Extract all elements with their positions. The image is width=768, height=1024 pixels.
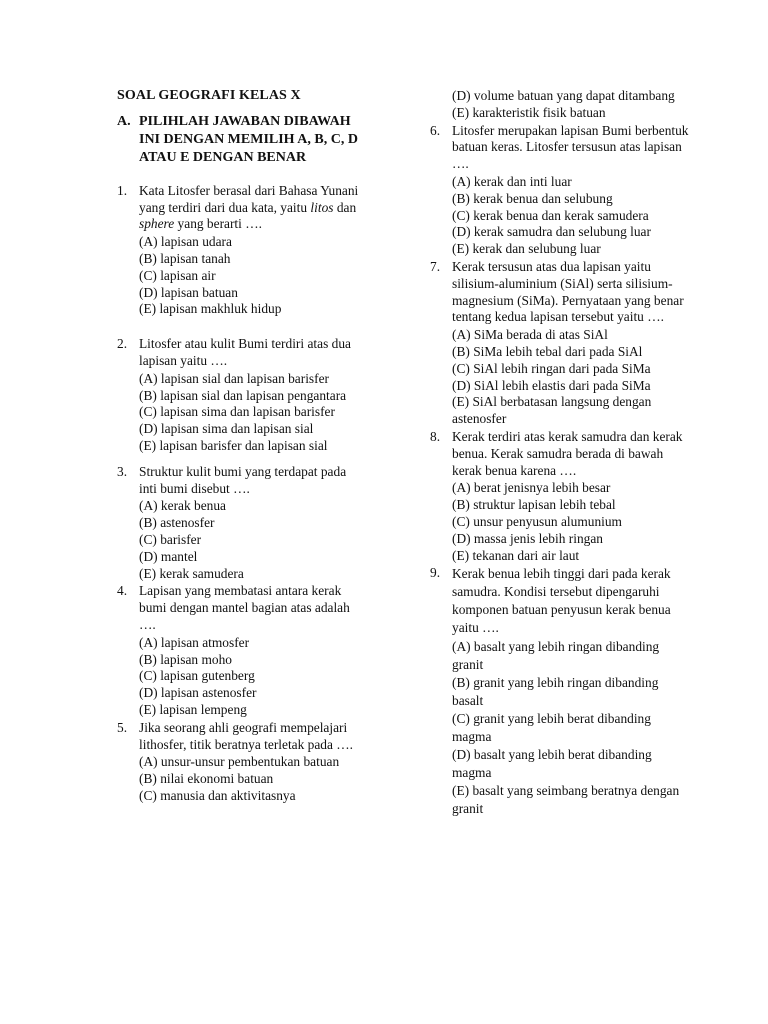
option-c: (C) kerak benua dan kerak samudera <box>452 207 649 223</box>
stem-italic: litos <box>310 199 334 215</box>
option-d: (D) mantel <box>139 548 198 564</box>
question-body <box>452 259 690 428</box>
right-column <box>430 88 690 818</box>
option-e: (E) lapisan lempeng <box>139 701 247 717</box>
question-body <box>452 565 690 818</box>
section-number: A. <box>117 113 131 129</box>
question-2 <box>117 336 367 455</box>
option-b: (B) kerak benua dan selubung <box>452 190 613 206</box>
option-a: (A) lapisan udara <box>139 234 232 250</box>
option-e: (E) tekanan dari air laut <box>452 547 580 563</box>
option-c: (C) lapisan air <box>139 267 216 283</box>
option-b: (B) lapisan tanah <box>139 250 231 266</box>
option-b: (B) struktur lapisan lebih tebal <box>452 497 616 513</box>
question-number: 2. <box>117 336 128 352</box>
option-a: (A) unsur-unsur pembentukan batuan <box>139 754 340 770</box>
question-7 <box>430 259 690 428</box>
question-stem: Jika seorang ahli geografi mempelajari lithosfer, titik beratnya terletak pada …. <box>139 719 354 752</box>
question-stem <box>139 183 367 233</box>
question-8 <box>430 429 690 564</box>
option-a: (A) SiMa berada di atas SiAl <box>452 327 608 343</box>
option-b: (B) SiMa lebih tebal dari pada SiAl <box>452 343 643 359</box>
question-body <box>139 720 367 805</box>
option-c: (C) unsur penyusun alumunium <box>452 513 622 529</box>
option-a: (A) basalt yang lebih ringan dibanding granit <box>452 639 660 673</box>
option-a: (A) lapisan sial dan lapisan barisfer <box>139 370 330 386</box>
question-stem: Litosfer atau kulit Bumi terdiri atas dua lapisan yaitu …. <box>139 336 351 368</box>
option-e: (E) SiAl berbatasan langsung dengan astenosfer <box>452 394 652 427</box>
question-body <box>452 123 690 258</box>
stem-italic: sphere <box>139 216 175 232</box>
option-a: (A) lapisan atmosfer <box>139 634 250 650</box>
question-number: 5. <box>117 719 128 735</box>
question-body <box>139 583 367 718</box>
option-c: (C) SiAl lebih ringan dari pada SiMa <box>452 360 651 376</box>
option-b: (B) nilai ekonomi batuan <box>139 771 274 787</box>
option-e: (E) lapisan barisfer dan lapisan sial <box>139 437 328 453</box>
option-d: (D) lapisan sima dan lapisan sial <box>139 421 314 437</box>
option-b: (B) astenosfer <box>139 515 215 531</box>
question-body <box>452 429 690 564</box>
option-c: (C) lapisan gutenberg <box>139 668 255 684</box>
question-body <box>139 183 367 318</box>
option-a: (A) berat jenisnya lebih besar <box>452 480 611 496</box>
question-4 <box>117 583 367 718</box>
stem-part: Kata Litosfer berasal dari Bahasa Yunani yang terdiri dari dua kata, yaitu <box>139 182 359 215</box>
option-d: (D) lapisan astenosfer <box>139 685 257 701</box>
option-d: (D) basalt yang lebih berat dibanding magma <box>452 747 652 781</box>
question-number: 9. <box>430 565 441 581</box>
option-c: (C) barisfer <box>139 531 202 547</box>
option-d: (D) SiAl lebih elastis dari pada SiMa <box>452 377 651 393</box>
option-d: (D) kerak samudra dan selubung luar <box>452 224 651 240</box>
option-a: (A) kerak dan inti luar <box>452 173 572 189</box>
question-stem: Lapisan yang membatasi antara kerak bumi dengan mantel bagian atas adalah …. <box>139 583 350 632</box>
stem-part: yang berarti …. <box>174 216 262 232</box>
question-9 <box>430 565 690 818</box>
option-c: (C) lapisan sima dan lapisan barisfer <box>139 404 335 420</box>
document-title: SOAL GEOGRAFI KELAS X <box>117 88 301 103</box>
question-1 <box>117 183 367 318</box>
option-d: (D) massa jenis lebih ringan <box>452 530 603 546</box>
question-stem: Kerak terdiri atas kerak samudra dan kerak benua. Kerak samudra berada di bawah kerak benua karena …. <box>452 428 683 478</box>
question-number: 1. <box>117 182 128 198</box>
question-body <box>139 336 367 455</box>
question-6 <box>430 123 690 258</box>
question-stem: Kerak benua lebih tinggi dari pada kerak samudra. Kondisi tersebut dipengaruhi komponen batuan penyusun kerak benua yaitu …. <box>452 566 671 636</box>
question-5 <box>117 720 367 805</box>
stem-part: dan <box>333 199 357 215</box>
option-b: (B) lapisan moho <box>139 651 232 667</box>
question-number: 8. <box>430 428 441 444</box>
option-a: (A) kerak benua <box>139 498 226 514</box>
option-b: (B) lapisan sial dan lapisan pengantara <box>139 387 347 403</box>
question-3 <box>117 464 367 583</box>
question-stem: Kerak tersusun atas dua lapisan yaitu silisium-aluminium (SiAl) serta silisium-magnesium (SiMa). Pernyataan yang benar tentang kedua lapisan tersebut yaitu …. <box>452 258 684 325</box>
option-e: (E) basalt yang seimbang beratnya dengan granit <box>452 783 680 817</box>
option-e: (E) kerak dan selubung luar <box>452 241 601 257</box>
option-c: (C) granit yang lebih berat dibanding magma <box>452 711 651 745</box>
question-stem: Litosfer merupakan lapisan Bumi berbentuk batuan keras. Litosfer tersusun atas lapisan …. <box>452 122 689 172</box>
option-e: (E) kerak samudera <box>139 565 244 581</box>
question-number: 4. <box>117 583 128 599</box>
option-b: (B) granit yang lebih ringan dibanding basalt <box>452 675 659 709</box>
option-e: (E) karakteristik fisik batuan <box>452 104 606 120</box>
question-number: 7. <box>430 258 441 274</box>
option-c: (C) manusia dan aktivitasnya <box>139 787 296 803</box>
section-heading <box>117 113 367 167</box>
option-d: (D) lapisan batuan <box>139 284 238 300</box>
option-d: (D) volume batuan yang dapat ditambang <box>452 88 675 103</box>
section-instruction: PILIHLAH JAWABAN DIBAWAH INI DENGAN MEMILIH A, B, C, D ATAU E DENGAN BENAR <box>139 113 358 165</box>
left-column <box>117 88 367 805</box>
question-5-continued <box>452 88 690 122</box>
question-number: 3. <box>117 463 128 479</box>
question-stem: Struktur kulit bumi yang terdapat pada inti bumi disebut …. <box>139 463 347 496</box>
option-e: (E) lapisan makhluk hidup <box>139 301 282 317</box>
question-body <box>139 464 367 583</box>
question-number: 6. <box>430 122 441 138</box>
